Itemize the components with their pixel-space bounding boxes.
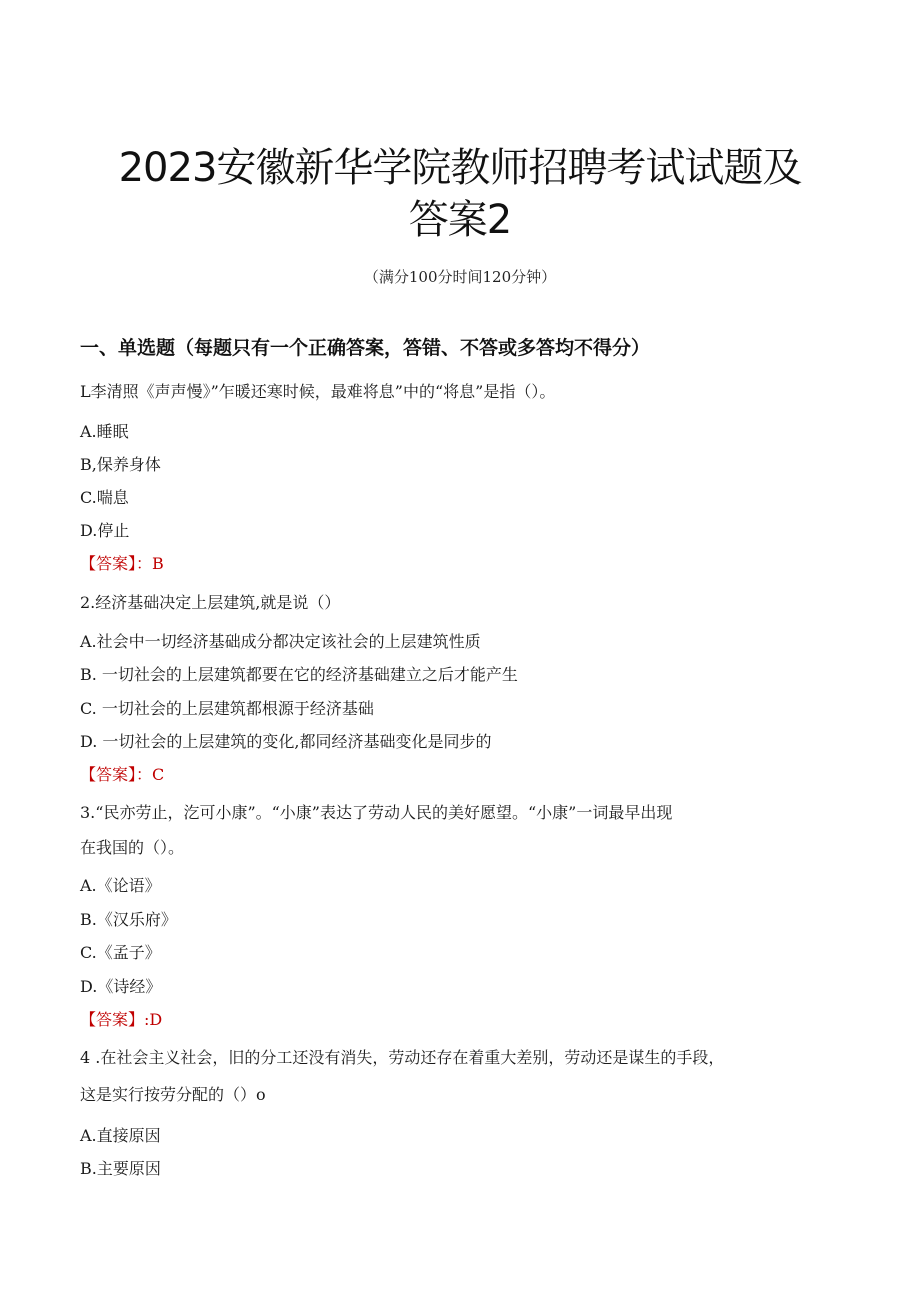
question-3-stem-line-1: 3.“民亦劳止，汔可小康”。“小康”表达了劳动人民的美好愿望。“小康”一词最早出现 [80, 803, 673, 822]
question-2-option-c: C. 一切社会的上层建筑都根源于经济基础 [80, 699, 374, 718]
question-3-stem-line-2: 在我国的（）。 [80, 838, 185, 857]
question-2-option-d: D. 一切社会的上层建筑的变化,都同经济基础变化是同步的 [80, 732, 492, 751]
question-3-option-a: A.《论语》 [80, 876, 161, 895]
question-2-answer: 【答案】：C [80, 765, 165, 784]
question-2-option-b: B. 一切社会的上层建筑都要在它的经济基础建立之后才能产生 [80, 665, 518, 684]
question-3-option-d: D.《诗经》 [80, 977, 162, 996]
question-4-option-a: A.直接原因 [80, 1126, 161, 1145]
question-4-option-b: B.主要原因 [80, 1159, 161, 1178]
question-2-option-a: A.社会中一切经济基础成分都决定该社会的上层建筑性质 [80, 632, 481, 651]
question-4-stem-line-2: 这是实行按劳分配的（）o [80, 1085, 266, 1104]
exam-info: （满分100分时间120分钟） [363, 268, 557, 286]
question-3-option-c: C.《孟子》 [80, 943, 161, 962]
section-heading: 一、单选题（每题只有一个正确答案，答错、不答或多答均不得分） [80, 337, 651, 359]
question-1-option-d: D.停止 [80, 521, 130, 540]
question-3-option-b: B.《汉乐府》 [80, 910, 177, 929]
question-1-option-a: A.睡眠 [80, 422, 129, 441]
title-line-1: 2023安徽新华学院教师招聘考试试题及 [118, 145, 802, 191]
question-1-option-c: C.喘息 [80, 488, 129, 507]
question-1-answer: 【答案】：B [80, 554, 164, 573]
question-4-stem-line-1: 4 .在社会主义社会，旧的分工还没有消失，劳动还存在着重大差别，劳动还是谋生的手段， [80, 1048, 725, 1067]
question-1-option-b: B,保养身体 [80, 455, 161, 474]
question-3-answer: 【答案】:D [80, 1010, 163, 1029]
document-title [60, 142, 860, 246]
question-2-stem: 2.经济基础决定上层建筑,就是说（） [80, 593, 341, 612]
title-line-2: 答案2 [408, 197, 512, 243]
question-1-stem: L李清照《声声慢》”乍暖还寒时候，最难将息”中的“将息”是指（）。 [80, 382, 556, 401]
